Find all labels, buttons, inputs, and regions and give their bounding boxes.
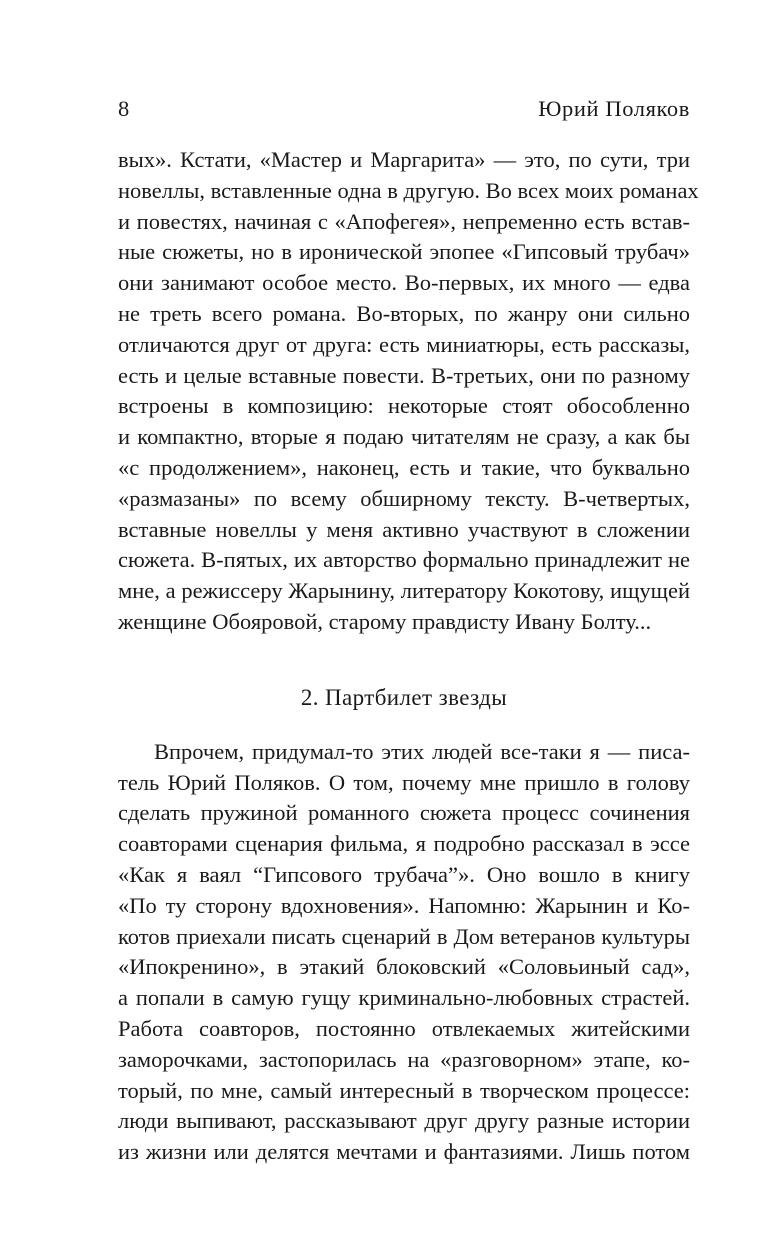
text-line: из жизни или делятся мечтами и фантазиями. Лишь потом (118, 1139, 690, 1165)
text-line: сюжета. В-пятых, их авторство формально принадлежит не (118, 547, 690, 573)
page-number: 8 (118, 96, 130, 121)
text-line: Впрочем, придумал-то этих людей все-таки я — писа- (154, 738, 690, 764)
paragraph-1 (118, 145, 699, 638)
text-line: и повестях, начиная с «Апофегея», непременно есть встав- (118, 208, 690, 234)
paragraph-2 (118, 737, 690, 1168)
text-line: отличаются друг от друга: есть миниатюры, есть рассказы, (118, 331, 690, 357)
text-line: соавторами сценария фильма, я подробно рассказал в эссе (118, 831, 690, 857)
text-line: вставные новеллы у меня активно участвуют в сложении (118, 516, 690, 542)
text-line: «Ипокренино», в этакий блоковский «Соловьиный сад», (118, 954, 690, 980)
text-line: вых». Кстати, «Мастер и Маргарита» — это, по сути, три (118, 147, 690, 172)
author-name: Юрий Поляков (538, 96, 690, 121)
text-line: они занимают особое место. Во-первых, их много — едва (118, 270, 690, 296)
text-line: ные сюжеты, но в иронической эпопее «Гипсовый трубач» (118, 239, 690, 265)
chapter-title: 2. Партбилет звезды (300, 684, 508, 710)
text-line: люди выпивают, рассказывают друг другу разные истории (118, 1108, 690, 1134)
text-line: сделать пружиной романного сюжета процесс сочинения (118, 800, 690, 826)
text-line: Работа соавторов, постоянно отвлекаемых житейскими (118, 1015, 690, 1041)
text-line: торый, по мне, самый интересный в творческом процессе: (118, 1077, 690, 1103)
text-line: мне, а режиссеру Жарынину, литератору Кокотову, ищущей (118, 578, 690, 604)
text-line: не треть всего романа. Во-вторых, по жанру они сильно (118, 300, 690, 326)
text-line: и компактно, вторые я подаю читателям не сразу, а как бы (118, 424, 690, 450)
text-line: женщине Обояровой, старому правдисту Ивану Болту... (118, 608, 652, 634)
text-line: «Как я ваял “Гипсового трубача”». Оно вошло в книгу (118, 861, 690, 887)
text-line: заморочками, застопорилась на «разговорном» этапе, ко- (118, 1046, 690, 1072)
book-page (118, 92, 699, 1168)
text-line: новеллы, вставленные одна в другую. Во всех моих романах (118, 177, 699, 203)
text-line: котов приехали писать сценарий в Дом ветеранов культуры (118, 923, 690, 949)
text-line: а попали в самую гущу криминально-любовных страстей. (118, 985, 690, 1011)
text-line: тель Юрий Поляков. О том, почему мне пришло в голову (118, 769, 690, 795)
text-line: «с продолжением», наконец, есть и такие, что буквально (118, 454, 690, 480)
text-line: «размазаны» по всему обширному тексту. В-четвертых, (118, 485, 690, 511)
text-line: встроены в композицию: некоторые стоят обособленно (118, 393, 690, 419)
text-line: «По ту сторону вдохновения». Напомню: Жарынин и Ко- (118, 892, 690, 918)
text-line: есть и целые вставные повести. В-третьих, они по разному (118, 362, 690, 388)
running-header (118, 92, 690, 126)
